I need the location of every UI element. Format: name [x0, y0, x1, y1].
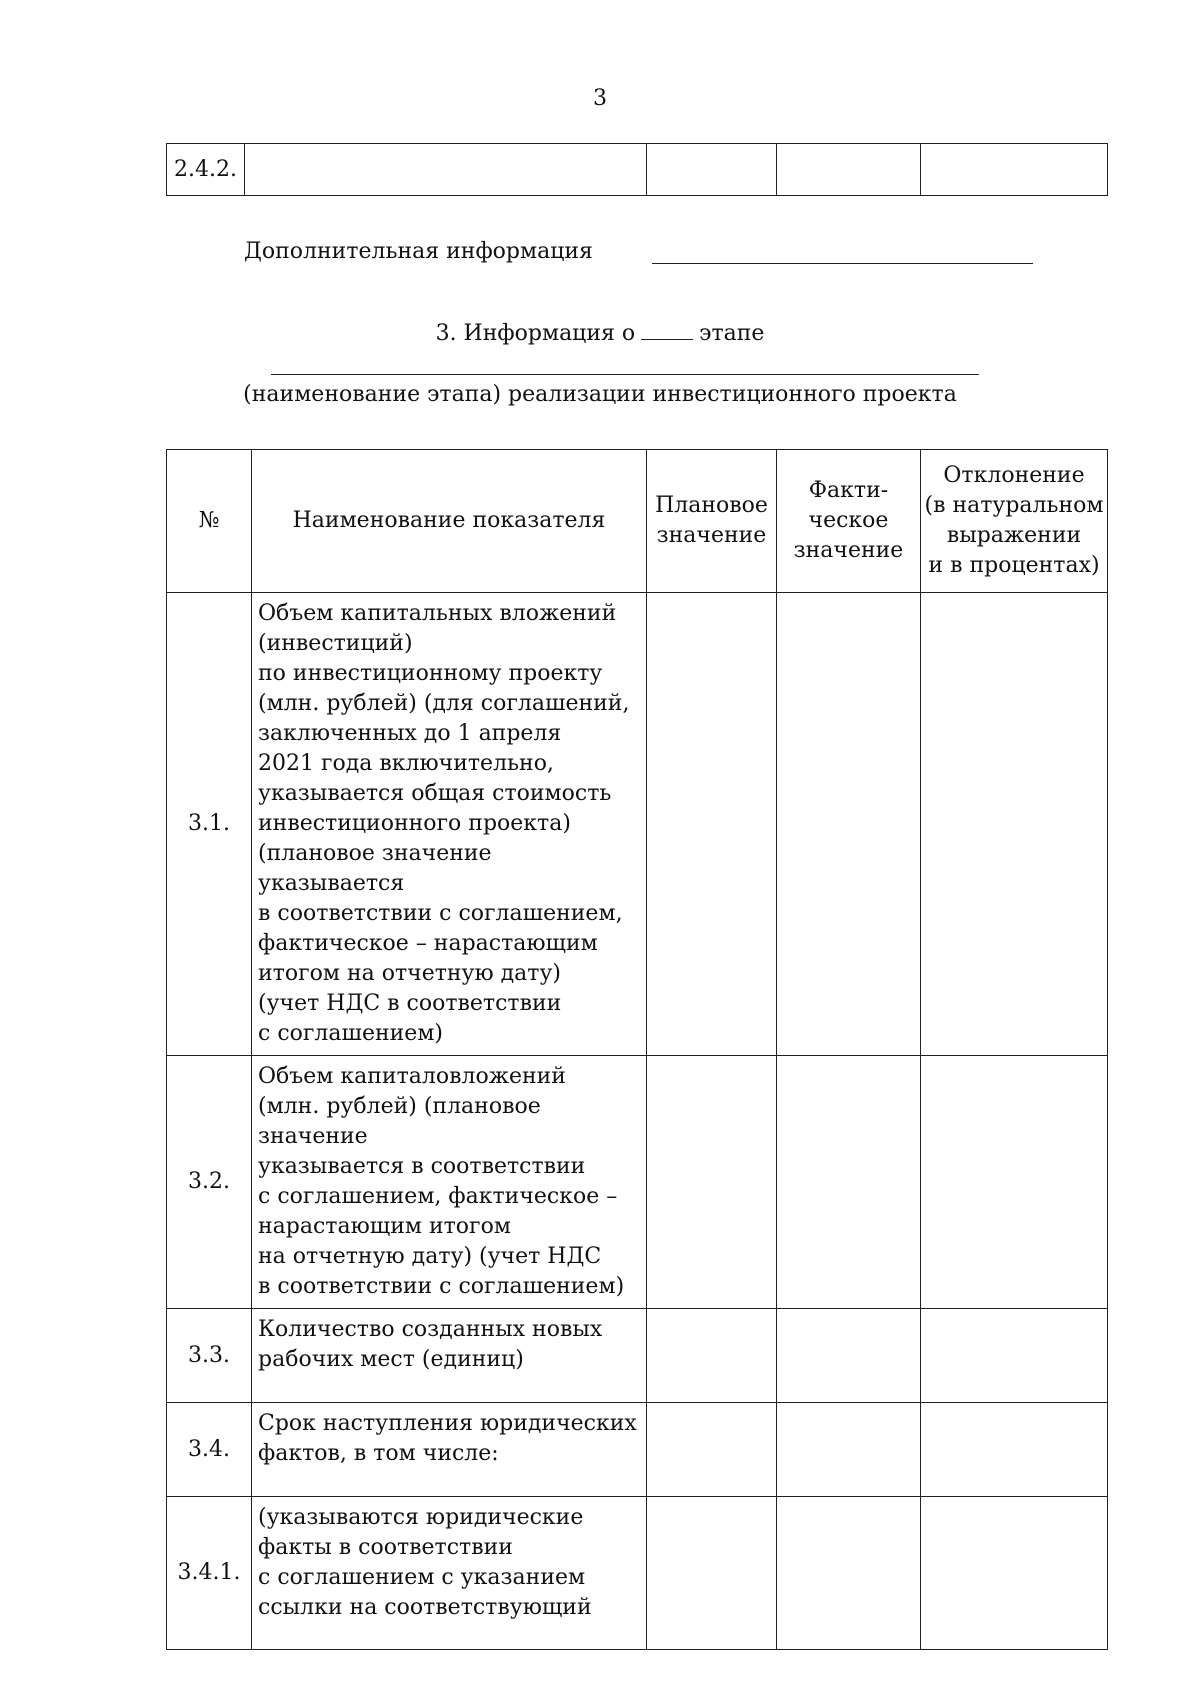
header-number: №: [167, 450, 252, 593]
indicator-name-cell: Срок наступления юридических фактов, в том числе:: [252, 1403, 647, 1497]
additional-info-fill-line: [652, 263, 1033, 264]
page-number: 3: [593, 86, 607, 111]
actual-value-cell: [777, 1056, 921, 1309]
actual-value-cell: [777, 1497, 921, 1650]
section-heading: [0, 319, 1200, 348]
planned-value-cell: [647, 593, 777, 1056]
indicator-name-cell: (указываются юридические факты в соответствии с соглашением с указанием ссылки на соответствующий: [252, 1497, 647, 1650]
section-heading-text: 3. Информация о: [435, 321, 636, 346]
planned-value-cell: [647, 1497, 777, 1650]
stage-name-caption: (наименование этапа) реализации инвестиционного проекта: [243, 382, 957, 407]
row-number-cell: 3.2.: [167, 1056, 252, 1309]
table-row: [167, 593, 1108, 1056]
header-deviation: Отклонение (в натуральном выражении и в процентах): [921, 450, 1108, 593]
deviation-cell: [921, 1403, 1108, 1497]
stage-number-blank: [641, 319, 693, 340]
row-number-cell: 3.3.: [167, 1309, 252, 1403]
indicator-name-cell: Объем капитальных вложений (инвестиций) по инвестиционному проекту (млн. рублей) (для соглашений, заключенных до 1 апреля 2021 года включительно, указывается общая стоимость инвестиционного проекта) (плановое значение указывается в соответствии с соглашением, фактическое – нарастающим итогом на отчетную дату) (учет НДС в соответствии с соглашением): [252, 593, 647, 1056]
header-indicator-name: Наименование показателя: [252, 450, 647, 593]
indicator-name-cell: Количество созданных новых рабочих мест (единиц): [252, 1309, 647, 1403]
table-row: [167, 1403, 1108, 1497]
section-heading-suffix: этапе: [699, 321, 765, 346]
deviation-cell: [921, 1056, 1108, 1309]
table-row: [167, 1056, 1108, 1309]
indicator-name-cell: Объем капиталовложений (млн. рублей) (плановое значение указывается в соответствии с соглашением, фактическое – нарастающим итогом на отчетную дату) (учет НДС в соответствии с соглашением): [252, 1056, 647, 1309]
row-number-cell: 3.1.: [167, 593, 252, 1056]
table-header-row: [167, 450, 1108, 593]
actual-value-cell: [777, 1309, 921, 1403]
row-number-cell: 3.4.: [167, 1403, 252, 1497]
deviation-cell: [921, 593, 1108, 1056]
header-planned-value: Плановое значение: [647, 450, 777, 593]
planned-value-cell: [647, 1403, 777, 1497]
stage-name-fill-line: [271, 374, 979, 375]
table-row: [167, 1497, 1108, 1650]
row-number-cell: 2.4.2.: [167, 144, 245, 196]
planned-value-cell: [647, 1056, 777, 1309]
deviation-cell: [921, 1309, 1108, 1403]
planned-value-cell: [647, 1309, 777, 1403]
deviation-cell: [921, 144, 1108, 196]
actual-value-cell: [777, 593, 921, 1056]
previous-section-table: [166, 143, 1108, 196]
stage-indicators-table: [166, 449, 1108, 1650]
planned-value-cell: [647, 144, 777, 196]
table-row: [167, 144, 1108, 196]
additional-info-label: Дополнительная информация: [244, 239, 593, 264]
header-actual-value: Факти- ческое значение: [777, 450, 921, 593]
deviation-cell: [921, 1497, 1108, 1650]
actual-value-cell: [777, 1403, 921, 1497]
row-number-cell: 3.4.1.: [167, 1497, 252, 1650]
actual-value-cell: [777, 144, 921, 196]
table-row: [167, 1309, 1108, 1403]
indicator-name-cell: [245, 144, 647, 196]
